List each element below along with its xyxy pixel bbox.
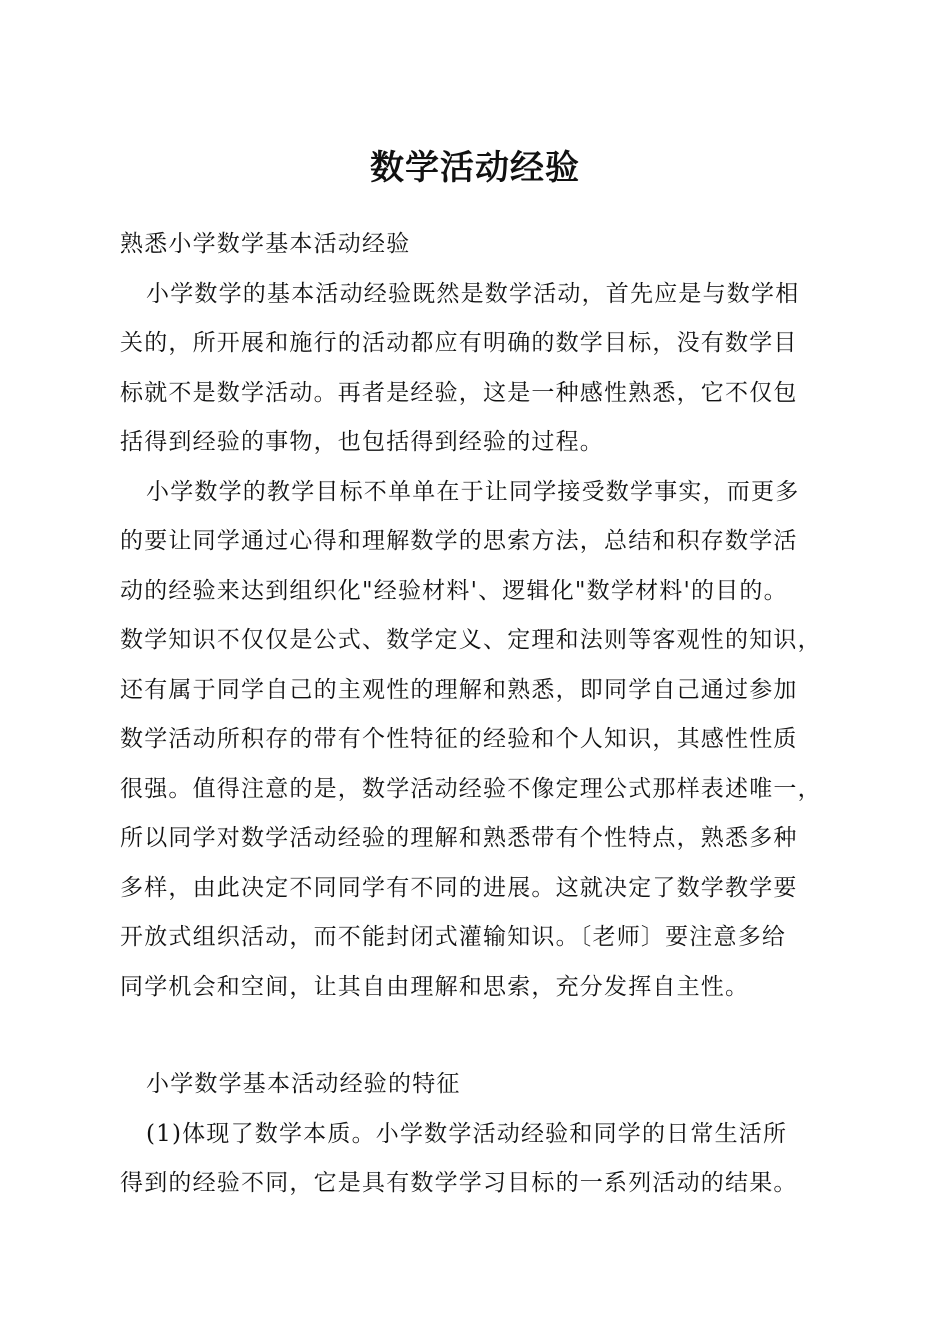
paragraph-line: 小学数学的教学目标不单单在于让同学接受数学事实，而更多: [146, 478, 800, 505]
section-heading: 熟悉小学数学基本活动经验: [120, 231, 411, 257]
paragraph-line: (1)体现了数学本质。小学数学活动经验和同学的日常生活所: [146, 1120, 788, 1147]
paragraph-line: 很强。值得注意的是，数学活动经验不像定理公式那样表述唯一，: [120, 775, 822, 802]
paragraph-line: 的要让同学通过心得和理解数学的思索方法，总结和积存数学活: [120, 528, 798, 554]
paragraph-line: 括得到经验的事物，也包括得到经验的过程。: [120, 429, 604, 455]
paragraph-line: 标就不是数学活动。再者是经验，这是一种感性熟悉，它不仅包: [120, 379, 798, 406]
paragraph-line: 小学数学的基本活动经验既然是数学活动，首先应是与数学相: [146, 280, 800, 307]
paragraph-line: 动的经验来达到组织化"经验材料'、逻辑化"数学材料'的目的。: [120, 577, 788, 604]
document-title: 数学活动经验: [370, 148, 580, 188]
paragraph-line: 数学活动所积存的带有个性特征的经验和个人知识，其感性性质: [120, 726, 798, 752]
paragraph-line: 多样，由此决定不同同学有不同的进展。这就决定了数学教学要: [120, 874, 798, 901]
paragraph-line: 同学机会和空间，让其自由理解和思索，充分发挥自主性。: [120, 973, 750, 1000]
paragraph-gap: [120, 1012, 845, 1060]
section-heading: 小学数学基本活动经验的特征: [146, 1071, 461, 1097]
paragraph-line: 还有属于同学自己的主观性的理解和熟悉，即同学自己通过参加: [120, 676, 798, 703]
paragraph-line: 关的，所开展和施行的活动都应有明确的数学目标，没有数学目: [120, 330, 798, 356]
document-body: [120, 220, 845, 1209]
paragraph-line: 开放式组织活动，而不能封闭式灌输知识。〔老师〕要注意多给: [120, 924, 787, 950]
paragraph-line: 数学知识不仅仅是公式、数学定义、定理和法则等客观性的知识，: [120, 627, 822, 653]
paragraph-line: 得到的经验不同，它是具有数学学习目标的一系列活动的结果。: [120, 1170, 798, 1196]
paragraph-line: 所以同学对数学活动经验的理解和熟悉带有个性特点，熟悉多种: [120, 825, 798, 851]
